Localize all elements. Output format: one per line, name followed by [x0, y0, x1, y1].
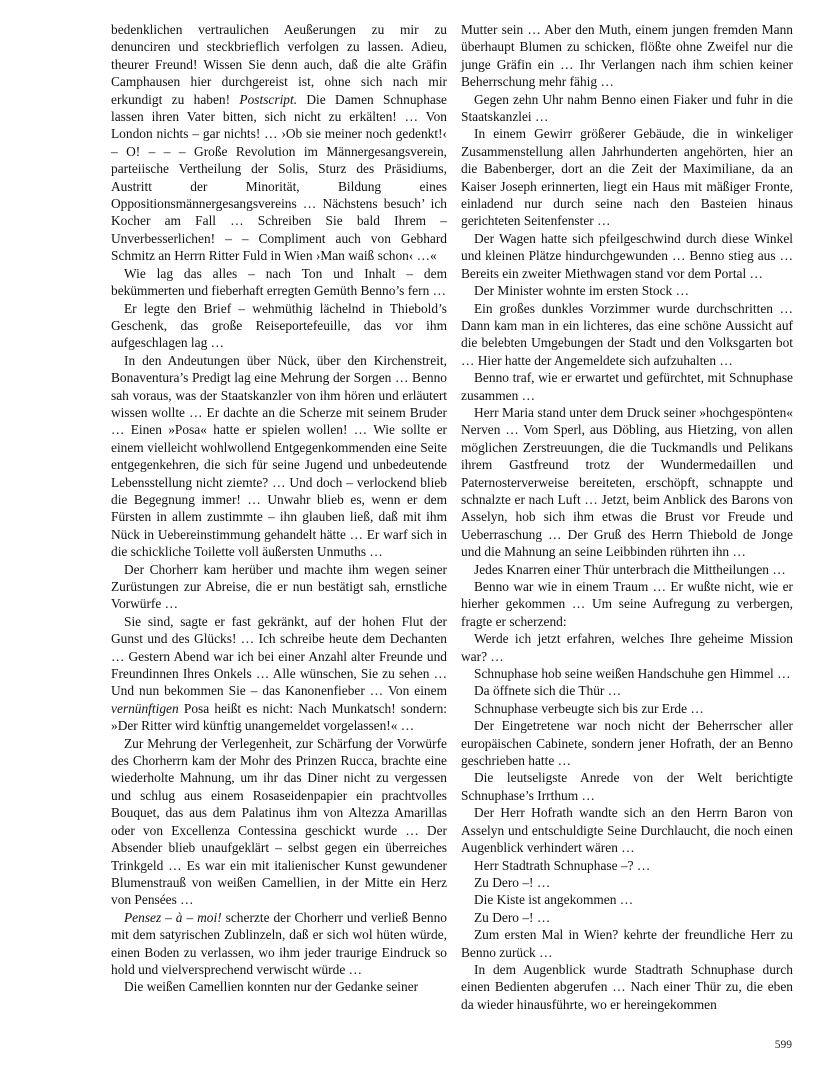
- paragraph: Herr Maria stand unter dem Druck seiner »hochgespönten« Nerven … Vom Sperl, aus Döbling, aus Hietzing, von allen möglichen Zerstreuungen, die die Tuckmandls und Pelikans ihrem Gastfreund trotz der Wundermedaillen und Paternosterverweise bereiteten, erschöpft, schnappte und schnalzte er nach Luft … Jetzt, beim Anblick des Barons von Asselyn, hob sich ihm etwas die Brust vor Freude und Ueberraschung … Der Gruß des Herrn Thiebold de Jonge und die Mahnung an seine Leibbinden rührten ihn …: [461, 404, 793, 560]
- paragraph: Die Kiste ist angekommen …: [474, 892, 634, 908]
- paragraph: Herr Stadtrath Schnuphase –? …: [474, 857, 651, 873]
- paragraph: Zur Mehrung der Verlegenheit, zur Schärfung der Vorwürfe des Chorherrn kam der Mohr des Prinzen Rucca, brachte eine wiederholte Mahnung, um ihr das Diner nicht zu vergessen und schlug aus einem Rosaseidenpapier ein prachtvolles Bouquet, das aus dem Palatinus ihm von Altezza Amarillas oder von Excellenza Contessina geschickt wurde … Der Absender blieb unaufgeklärt – selbst gegen ein überreiches Trinkgeld … Es war ein mit italienischer Kunst gewundener Blumenstrauß von weißen Camellien, in der Mitte ein Herz von Pensées …: [111, 735, 447, 908]
- paragraph: Da öffnete sich die Thür …: [474, 683, 622, 699]
- paragraph: Werde ich jetzt erfahren, welches Ihre geheime Mission war? …: [461, 631, 793, 664]
- paragraph: In den Andeutungen über Nück, über den Kirchenstreit, Bonaventura’s Predigt lag eine Mehrung der Sorgen … Benno sah voraus, was der Staatskanzler von ihm hören und erläutert wissen wollte … Er dachte an die Scherze mit seinem Bruder … Einen »Posa« hatte er spielen wollen! … Wie sollte er einem vielleicht wohlwollend Entgegenkommenden eine Seite entgegenkehren, die sich für seine Jugend und unbedeutende Lebensstellung nicht ziemte? … Und doch – verlockend blieb die Begegnung immer! … Unwahr blieb es, wenn er dem Fürsten in allem zustimmte – ihn glauben ließ, daß mit ihm Nück in Uebereinstimmung gehandelt hätte … Er warf sich in die schickliche Toilette voll äußersten Unmuths …: [111, 352, 447, 560]
- paragraph: Die weißen Camellien konnten nur der Gedanke seiner: [124, 979, 419, 995]
- paragraph: Der Herr Hofrath wandte sich an den Herrn Baron von Asselyn und entschuldigte Seine Durchlaucht, die noch einen Augenblick verhindert wären …: [461, 805, 793, 856]
- paragraph: Die leutseligste Anrede von der Welt berichtigte Schnuphase’s Irrthum …: [461, 770, 793, 803]
- paragraph: Der Chorherr kam herüber und machte ihm wegen seiner Zurüstungen zur Abreise, die er nun bestätigt sah, ernstliche Vorwürfe …: [111, 561, 447, 612]
- paragraph: Wie lag das alles – nach Ton und Inhalt – dem bekümmerten und fieberhaft erregten Gemüth Benno’s fern …: [111, 265, 447, 299]
- paragraph: Jedes Knarren einer Thür unterbrach die Mittheilungen …: [474, 561, 786, 577]
- paragraph: Zu Dero –! …: [474, 909, 551, 925]
- paragraph: Schnuphase verbeugte sich bis zur Erde …: [474, 700, 704, 716]
- paragraph: Benno war wie in einem Traum … Er wußte nicht, wie er hierher gekommen … Um seine Aufregung zu verbergen, fragte er scherzend:: [461, 579, 793, 629]
- paragraph: Sie sind, sagte er fast gekränkt, auf der hohen Flut der Gunst und des Glücks! … Ich schreibe heute dem Dechanten … Gestern Abend war ich bei einer Anzahl alter Freunde und Freundinnen Ihres Onkels … Alle wünschen, Sie zu sehen … Und nun bekommen Sie – das Kanonenfieber … Von einem vernünftigen Posa heißt es nicht: Nach Munkatsch! sondern: »Der Ritter wird künftig unangemeldet vorgelassen!« …: [111, 613, 447, 734]
- paragraph: Der Eingetretene war noch nicht der Beherrscher aller europäischen Cabinete, sondern jener Hofrath, der an Benno geschrieben hatte …: [461, 718, 793, 769]
- paragraph: Schnuphase hob seine weißen Handschuhe gen Himmel …: [474, 666, 791, 682]
- left-column: [111, 21, 447, 996]
- paragraph: Zu Dero –! …: [474, 874, 551, 890]
- paragraph: In dem Augenblick wurde Stadtrath Schnuphase durch einen Bedienten abgerufen … Nach einer Thür zu, die eben da wieder hinausführte, wo er hereingekommen: [461, 961, 793, 1012]
- paragraph: Er legte den Brief – wehmüthig lächelnd in Thiebold’s Geschenk, das große Reiseportefeuille, das vor ihm aufgeschlagen lag …: [111, 300, 447, 351]
- paragraph: Ein großes dunkles Vorzimmer wurde durchschritten … Dann kam man in ein lichteres, das eine schöne Aussicht auf die belebten Umgebungen der Stadt und den Volksgarten bot … Hier hatte der Angemeldete sich aufzuhalten …: [461, 300, 793, 368]
- paragraph: bedenklichen vertraulichen Aeußerungen zu mir zu denunciren und steckbrieflich verfolgen zu lassen. Adieu, theurer Freund! Wissen Sie denn auch, daß die alte Gräfin Camphausen hier durchgereist ist, ohne sich nach mir erkundigt zu haben! Postscript. Die Damen Schnuphase lassen ihren Vater bitten, sich nicht zu erkälten! … Von London nichts – gar nichts! … ›Ob sie meiner noch gedenkt!‹ – O! – – – Große Revolution im Männergesangsverein, parteiische Vertheilung der Solis, Sturz des Präsidiums, Austritt der Minorität, Bildung eines Oppositionsmännergesangsvereins … Nächstens besuch’ ich Kocher am Fall … Schreiben Sie bald Ihrem – Unverbesserlichen! – – Compliment auch von Gebhard Schmitz an Herrn Ritter Fuld in Wien ›Man waiß schon‹ …«: [111, 22, 448, 264]
- page-number: 599: [774, 1039, 792, 1051]
- paragraph: Der Minister wohnte im ersten Stock …: [474, 283, 689, 299]
- paragraph: Pensez – à – moi! scherzte der Chorherr und verließ Benno mit dem satyrischen Zublinzeln, daß er sich wol hüten würde, einen Boden zu verlassen, wo ihm jeder traurige Eindruck so hold und vielversprechend verwischt würde …: [111, 909, 447, 977]
- paragraph: In einem Gewirr größerer Gebäude, die in winkeliger Zusammenstellung allen Jahrhunderten angehörten, hier an die Babenberger, dort an die Zeit der Maximiliane, da an Kaiser Joseph erinnerten, liegt ein Haus mit mäßiger Fronte, einladend nur durch seine nach den Basteien hinaus gerichteten Seitenfenster …: [461, 126, 793, 229]
- paragraph: Zum ersten Mal in Wien? kehrte der freundliche Herr zu Benno zurück …: [461, 927, 793, 960]
- paragraph: Mutter sein … Aber den Muth, einem jungen fremden Mann überhaupt Blumen zu schicken, flößte ohne Zweifel nur die junge Gräfin ein … Ihr Verlangen nach ihm schien keiner Beherrschung mehr fähig …: [461, 22, 793, 90]
- right-column: [461, 21, 793, 1013]
- paragraph: Gegen zehn Uhr nahm Benno einen Fiaker und fuhr in die Staatskanzlei …: [461, 91, 793, 125]
- paragraph: Der Wagen hatte sich pfeilgeschwind durch diese Winkel und kleinen Plätze hindurchgewunden … Benno stieg aus … Bereits ein zweiter Miethwagen stand vor dem Portal …: [461, 230, 793, 281]
- paragraph: Benno traf, wie er erwartet und gefürchtet, mit Schnuphase zusammen …: [461, 370, 793, 403]
